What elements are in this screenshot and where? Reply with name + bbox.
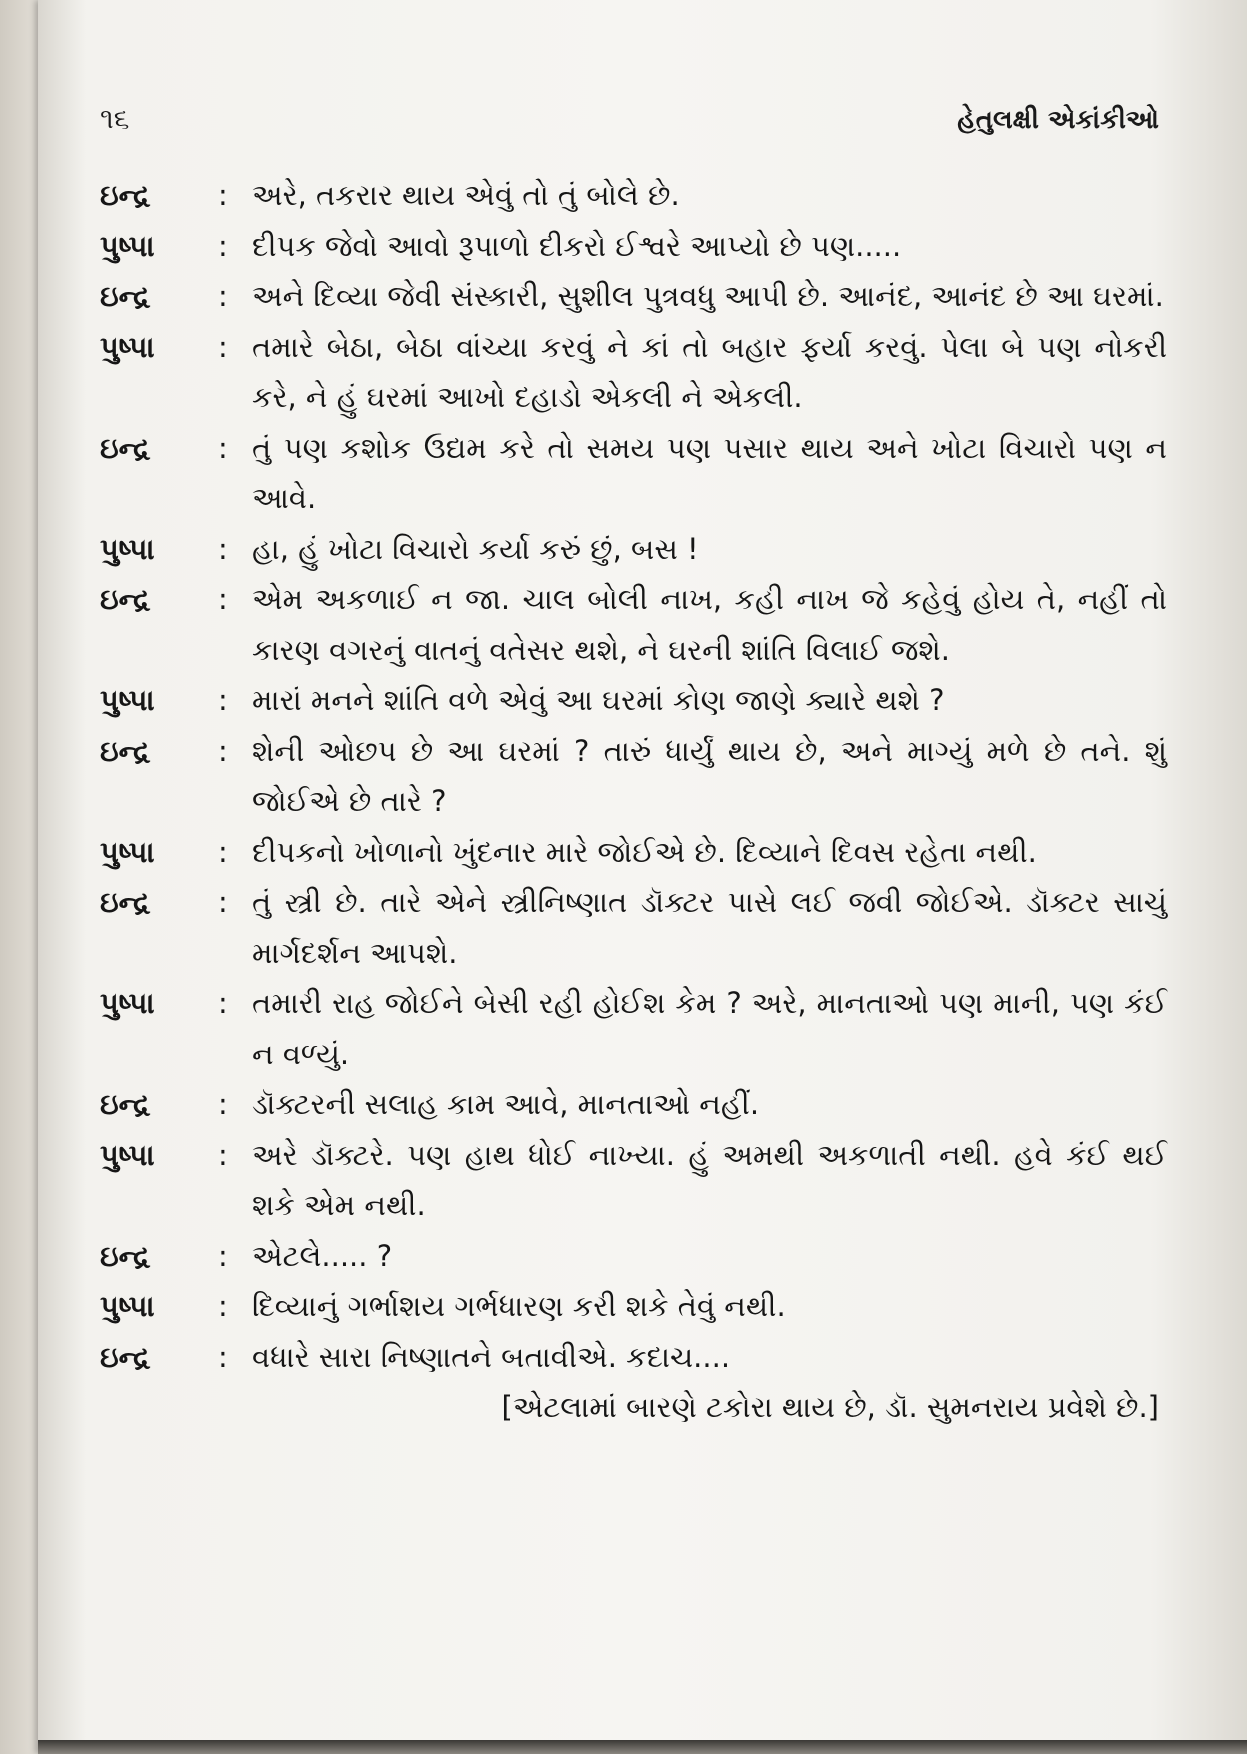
speech-text: અરે, તકરાર થાય એવું તો તું બોલે છે. [252,178,680,212]
page-number: ૧૬ [100,102,130,135]
speech-text: દીપક જેવો આવો રૂપાળો દીકરો ઈશ્વરે આપ્યો છે પણ..... [252,228,902,263]
speaker-separator: : [218,582,228,616]
speaker-separator: : [218,733,228,768]
speaker-separator: : [218,834,228,869]
speaker-separator: : [218,683,228,717]
speaker-separator: : [218,885,228,919]
speaker-separator: : [218,986,228,1020]
speaker-name: ઇન્દ્ર [100,582,151,616]
speaker-name: ઇન્દ્ર [100,1238,151,1273]
speaker-name: પુષ્પા [100,683,155,717]
speech-text: ડૉક્ટરની સલાહ કામ આવે, માનતાઓ નહીં. [252,1087,760,1121]
dialogue-line [100,1079,1167,1130]
speaker-separator: : [218,1087,228,1121]
dialogue-body [100,170,1167,1433]
speech-text: અને દિવ્યા જેવી સંસ્કારી, સુશીલ પુત્રવધુ આપી છે. આનંદ, આનંદ છે આ ઘરમાં. [252,279,1164,313]
speaker-name: ઇન્દ્ર [100,178,151,212]
speech-text: વધારે સારા નિષ્ણાતને બતાવીએ. કદાચ.... [252,1339,731,1374]
speaker-name: પુષ્પા [100,986,155,1020]
speaker-separator: : [218,1289,228,1323]
dialogue-line [100,726,1167,827]
speech-text: એમ અકળાઈ ન જા. ચાલ બોલી નાખ, કહી નાખ જે કહેવું હોય તે, નહીં તો કારણ વગરનું વાતનું વતેસર થશે, ને ઘરની શાંતિ વિલાઈ જશે. [252,582,1167,667]
speech-text: હા, હું ખોટા વિચારો કર્યા કરું છું, બસ ! [252,531,699,566]
speaker-separator: : [218,1339,228,1374]
speech-text: એટલે..... ? [252,1238,393,1273]
speech-text: દિવ્યાનું ગર્ભાશય ગર્ભધારણ કરી શકે તેવું નથી. [252,1289,786,1323]
speaker-name: ઇન્દ્ર [100,885,151,919]
dialogue-line [100,827,1167,878]
speech-text: શેની ઓછપ છે આ ઘરમાં ? તારું ધાર્યું થાય છે, અને માગ્યું મળે છે તને. શું જોઈએ છે તારે ? [252,733,1167,818]
stage-direction: [એટલામાં બારણે ટકોરા થાય છે, ડૉ. સુમનરાય પ્રવેશે છે.] [501,1390,1159,1424]
page-header [100,102,1159,136]
dialogue-line [100,1130,1167,1231]
speaker-name: પુષ્પા [100,1289,155,1323]
dialogue-line [100,221,1167,272]
speaker-separator: : [218,1137,228,1172]
dialogue-line [100,675,1167,726]
dialogue-line [100,271,1167,322]
dialogue-line [100,524,1167,575]
speaker-separator: : [218,178,228,212]
dialogue-line [100,170,1167,221]
speech-text: તમારે બેઠા, બેઠા વાંચ્યા કરવું ને કાં તો બહાર ફર્યા કરવું. પેલા બે પણ નોકરી કરે, ને હું ઘરમાં આખો દહાડો એકલી ને એકલી. [252,329,1167,414]
dialogue-line [100,322,1167,423]
speaker-separator: : [218,430,228,465]
speaker-name: પુષ્પા [100,834,155,869]
speech-text: અરે ડૉક્ટરે. પણ હાથ ધોઈ નાખ્યા. હું અમથી અકળાતી નથી. હવે કંઈ થઈ શકે એમ નથી. [252,1137,1167,1222]
speech-text: મારાં મનને શાંતિ વળે એવું આ ઘરમાં કોણ જાણે ક્યારે થશે ? [252,683,945,717]
dialogue-lines [100,170,1167,1382]
speaker-name: ઇન્દ્ર [100,1087,151,1121]
dialogue-line [100,574,1167,675]
speaker-name: ઇન્દ્ર [100,430,151,465]
speech-text: તું પણ કશોક ઉદ્યમ કરે તો સમય પણ પસાર થાય અને ખોટા વિચારો પણ ન આવે. [252,430,1167,515]
dialogue-line [100,877,1167,978]
running-title: હેતુલક્ષી એકાંકીઓ [957,105,1159,135]
speaker-name: પુષ્પા [100,531,155,566]
speaker-separator: : [218,1238,228,1273]
dialogue-line [100,1231,1167,1282]
dialogue-line [100,978,1167,1079]
speaker-name: ઇન્દ્ર [100,1339,151,1374]
speaker-separator: : [218,329,228,364]
speech-text: તું સ્ત્રી છે. તારે એને સ્ત્રીનિષ્ણાત ડૉક્ટર પાસે લઈ જવી જોઈએ. ડૉક્ટર સાચું માર્ગદર્શન આપશે. [252,885,1167,970]
speaker-name: પુષ્પા [100,228,155,263]
speaker-separator: : [218,531,228,566]
speaker-name: પુષ્પા [100,1137,155,1172]
speaker-name: પુષ્પા [100,329,155,364]
dialogue-line [100,1281,1167,1332]
page-bottom-edge [38,1740,1247,1754]
dialogue-line [100,423,1167,524]
speech-text: દીપકનો ખોળાનો ખુંદનાર મારે જોઈએ છે. દિવ્યાને દિવસ રહેતા નથી. [252,834,1037,869]
speaker-name: ઇન્દ્ર [100,733,151,768]
speaker-separator: : [218,228,228,263]
speaker-name: ઇન્દ્ર [100,279,151,313]
speech-text: તમારી રાહ જોઈને બેસી રહી હોઈશ કેમ ? અરે, માનતાઓ પણ માની, પણ કંઈ ન વળ્યું. [252,986,1167,1071]
speaker-separator: : [218,279,228,313]
dialogue-line [100,1332,1167,1383]
